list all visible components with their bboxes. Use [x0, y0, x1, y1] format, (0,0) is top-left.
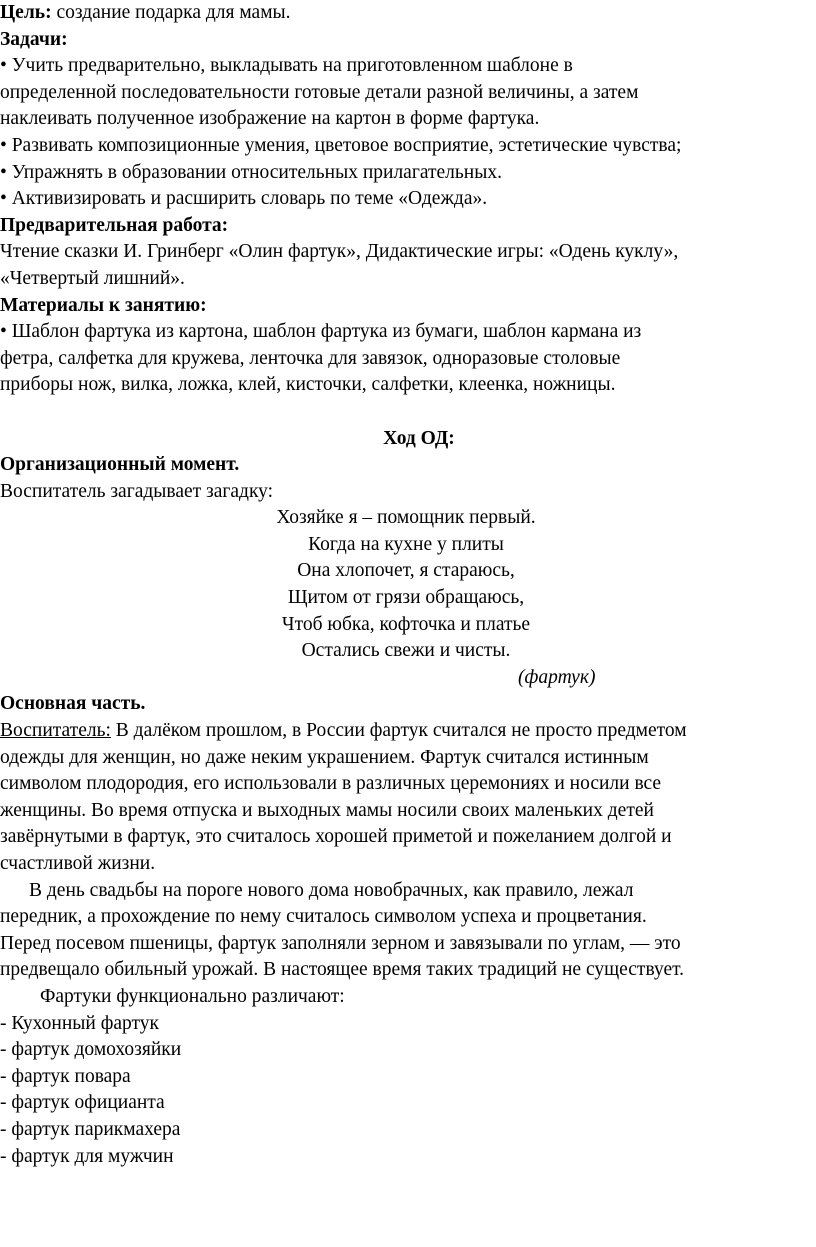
- prework-line: Чтение сказки И. Гринберг «Олин фартук», Дидактические игры: «Одень куклу»,: [0, 241, 679, 263]
- main-para2-first-line: В день свадьбы на пороге нового дома новобрачных, как правило, лежал: [29, 879, 634, 901]
- tasks-heading: Задачи:: [0, 28, 68, 50]
- apron-type-item: - фартук для мужчин: [0, 1145, 174, 1167]
- riddle-line: Остались свежи и чисты.: [301, 640, 511, 662]
- materials-heading: Материалы к занятию:: [0, 294, 207, 316]
- apron-types-intro: Фартуки функционально различают:: [40, 985, 345, 1007]
- speaker-label: Воспитатель:: [0, 720, 111, 742]
- main-first-line: [0, 718, 812, 745]
- riddle-line: Щитом от грязи обращаюсь,: [287, 587, 525, 609]
- tasks-line: определенной последовательности готовые детали разной величины, а затем: [0, 81, 639, 103]
- riddle-line: Она хлопочет, я стараюсь,: [297, 560, 515, 582]
- goal-text: создание подарка для мамы.: [51, 2, 291, 23]
- prework-line: «Четвертый лишний».: [0, 267, 185, 289]
- goal-line: [0, 0, 812, 27]
- main-para1-line: завёрнутыми в фартук, это считалось хорошей приметой и пожеланием долгой и: [0, 826, 672, 848]
- apron-type-item: - фартук парикмахера: [0, 1118, 181, 1140]
- apron-type-item: - Кухонный фартук: [0, 1012, 159, 1034]
- materials-line: • Шаблон фартука из картона, шаблон фартука из бумаги, шаблон кармана из: [0, 321, 642, 343]
- riddle-answer: (фартук): [518, 666, 596, 688]
- riddle-intro: Воспитатель загадывает загадку:: [0, 480, 274, 502]
- main-part-heading: Основная часть.: [0, 693, 146, 715]
- course-title: Ход ОД:: [383, 427, 455, 449]
- org-moment-heading: Организационный момент.: [0, 454, 240, 476]
- main-para2-line: передник, а прохождение по нему считалось символом успеха и процветания.: [0, 906, 647, 928]
- apron-type-item: - фартук домохозяйки: [0, 1039, 182, 1061]
- main-first-line-text: В далёком прошлом, в России фартук считался не просто предметом: [110, 720, 687, 742]
- tasks-line: • Активизировать и расширить словарь по теме «Одежда».: [0, 188, 488, 210]
- main-para1-line: счастливой жизни.: [0, 853, 156, 874]
- apron-type-item: - фартук повара: [0, 1065, 131, 1087]
- main-para2-line: предвещало обильный урожай. В настоящее время таких традиций не существует.: [0, 959, 685, 981]
- riddle-line: Чтоб юбка, кофточка и платье: [281, 613, 531, 635]
- apron-type-item: - фартук официанта: [0, 1092, 165, 1114]
- main-para1-line: женщины. Во время отпуска и выходных мамы носили своих маленьких детей: [0, 799, 654, 821]
- materials-line: фетра, салфетка для кружева, ленточка для завязок, одноразовые столовые: [0, 347, 621, 369]
- tasks-line: • Упражнять в образовании относительных прилагательных.: [0, 161, 502, 183]
- tasks-line: наклеивать полученное изображение на картон в форме фартука.: [0, 108, 540, 130]
- prework-heading: Предварительная работа:: [0, 214, 229, 236]
- materials-line: приборы нож, вилка, ложка, клей, кисточки, салфетки, клеенка, ножницы.: [0, 374, 616, 396]
- main-para1-line: символом плодородия, его использовали в различных церемониях и носили все: [0, 773, 662, 795]
- riddle-line: Когда на кухне у плиты: [308, 533, 504, 555]
- main-para1-line: одежды для женщин, но даже неким украшением. Фартук считался истинным: [0, 746, 649, 768]
- main-para2-line: Перед посевом пшеницы, фартук заполняли зерном и завязывали по углам, — это: [0, 932, 681, 954]
- riddle-line: Хозяйке я – помощник первый.: [276, 507, 536, 529]
- tasks-line: • Развивать композиционные умения, цветовое восприятие, эстетические чувства;: [0, 134, 682, 156]
- tasks-line: • Учить предварительно, выкладывать на приготовленном шаблоне в: [0, 55, 573, 77]
- blank-line: [0, 399, 812, 426]
- goal-label: Цель:: [0, 2, 52, 23]
